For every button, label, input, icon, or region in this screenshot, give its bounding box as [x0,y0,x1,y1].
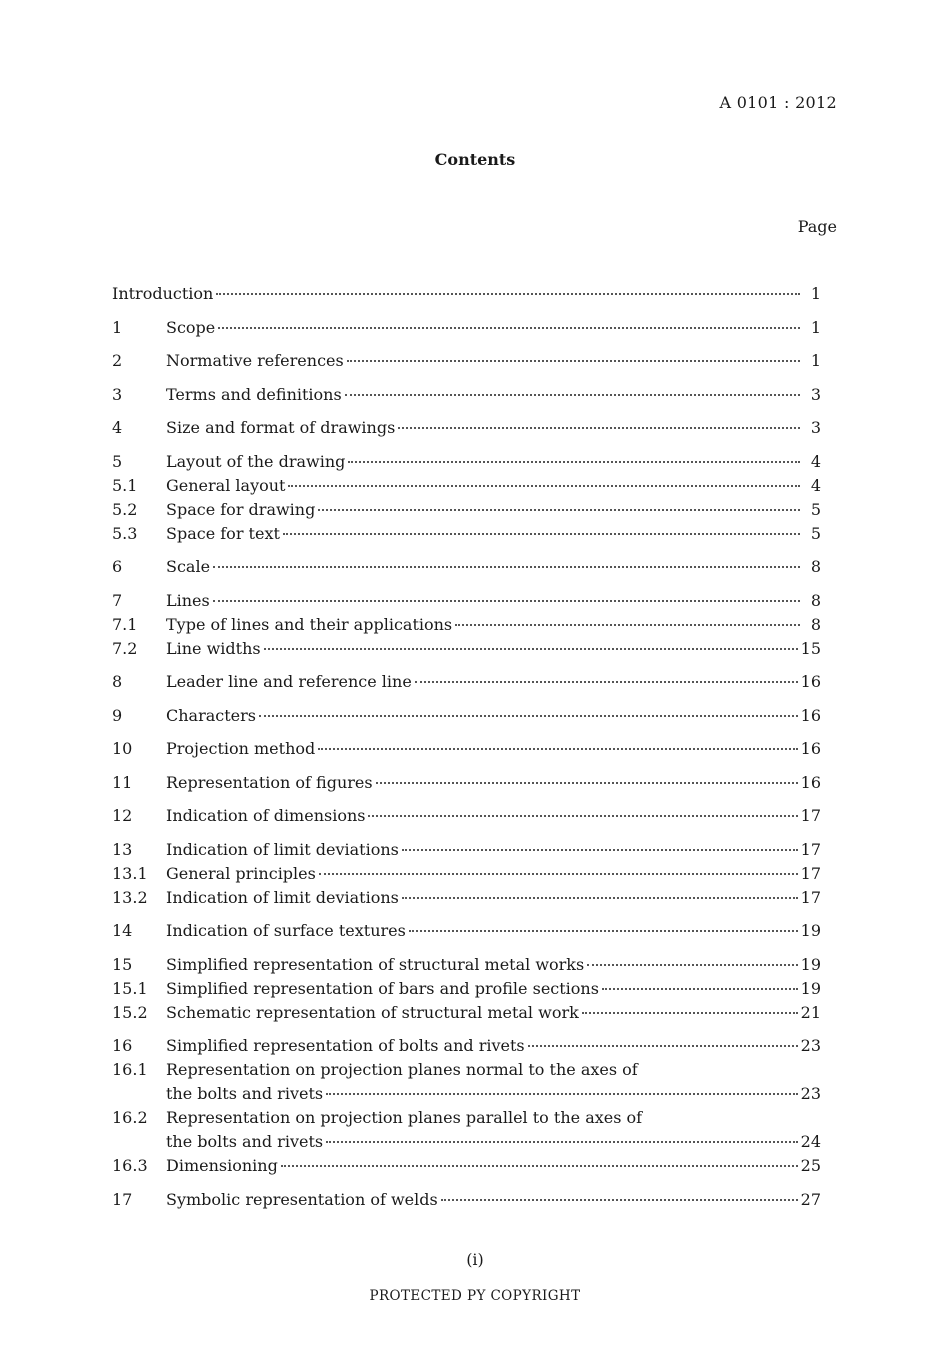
toc-entry-number: 4 [112,418,123,437]
toc-entry[interactable] [112,1059,821,1083]
toc-entry-page: 17 [800,887,821,907]
toc-dot-leader [318,748,797,750]
toc-entry-page: 19 [800,978,821,998]
toc-entry-number: 6 [112,557,123,576]
toc-entry-page: 17 [800,806,821,825]
toc-dot-leader [602,988,798,990]
toc-entry-page: 17 [800,863,821,883]
toc-entry-title: Size and format of drawings [166,418,396,437]
toc-entry-title: Simplified representation of bolts and rivets [166,1036,525,1055]
toc-entry-page: 8 [810,557,821,576]
toc-dot-leader [348,461,800,463]
toc-entry-title: Representation of figures [166,772,373,792]
toc-entry-title: Type of lines and their applications [166,614,453,634]
toc-entry-page: 8 [810,614,821,634]
toc-entry[interactable] [112,1035,821,1059]
toc-entry-title: Lines [166,590,210,610]
toc-entry-number: 7.1 [112,614,138,634]
document-code: A 0101 : 2012 [719,93,837,112]
toc-entry[interactable] [112,283,821,307]
toc-entry-title: Scope [166,317,216,337]
toc-entry[interactable] [112,1189,821,1213]
toc-dot-leader [281,1165,798,1167]
toc-entry-number: 10 [112,739,133,758]
toc-entry-title: Introduction [112,284,214,303]
toc-entry[interactable] [112,556,821,580]
toc-dot-leader [318,509,800,511]
toc-entry-title: Dimensioning [166,1156,278,1175]
toc-entry-title: Schematic representation of structural metal work [166,1002,579,1022]
toc-entry-number: 5.1 [112,475,138,495]
toc-entry-page: 16 [800,772,821,792]
toc-entry[interactable] [112,384,821,408]
toc-dot-leader [582,1012,798,1014]
toc-entry-title: Projection method [166,739,316,758]
toc-entry-page: 16 [800,705,821,725]
toc-dot-leader [402,849,798,851]
toc-dot-leader [376,782,798,784]
toc-dot-leader [398,427,800,429]
toc-entry[interactable] [112,705,821,729]
toc-dot-leader [259,715,798,717]
toc-entry[interactable] [112,772,821,796]
table-of-contents [112,283,821,1213]
toc-entry-title: Scale [166,557,211,576]
toc-dot-leader [326,1093,798,1095]
toc-entry-number: 5 [112,451,123,471]
toc-entry-title: Terms and definitions [166,384,342,404]
toc-entry[interactable] [112,978,821,1002]
toc-entry[interactable] [112,1002,821,1026]
toc-entry[interactable] [112,614,821,638]
toc-entry-title: Simplified representation of structural metal works [166,954,585,974]
toc-entry-number: 16.2 [112,1108,148,1127]
toc-entry-title: Characters [166,705,256,725]
toc-entry-number: 16.1 [112,1060,148,1079]
toc-entry-number: 14 [112,921,133,940]
toc-entry-title: Representation on projection planes normal to the axes of [166,1060,638,1079]
toc-entry-number: 13.2 [112,887,148,907]
toc-dot-leader [319,873,798,875]
toc-entry-page: 25 [800,1156,821,1175]
toc-entry-page: 19 [800,921,821,940]
toc-dot-leader [326,1141,798,1143]
toc-entry-number: 5.2 [112,499,138,519]
toc-dot-leader [213,566,800,568]
toc-entry-title: Normative references [166,351,344,370]
toc-dot-leader [288,485,800,487]
toc-dot-leader [409,930,798,932]
toc-entry-number: 15 [112,954,133,974]
toc-entry-number: 8 [112,672,123,691]
toc-entry-number: 7 [112,590,123,610]
toc-entry[interactable] [112,417,821,441]
toc-entry-number: 13 [112,839,133,859]
toc-entry-page: 4 [810,451,821,471]
toc-entry-page: 8 [810,590,821,610]
page-number: (i) [466,1250,484,1269]
toc-entry-page: 1 [810,317,821,337]
toc-dot-leader [264,648,798,650]
toc-dot-leader [218,327,800,329]
toc-entry-page: 16 [800,739,821,758]
copyright-footer: PROTECTED PY COPYRIGHT [369,1288,581,1304]
toc-entry-page: 19 [800,954,821,974]
toc-entry-page: 23 [800,1036,821,1055]
toc-entry-number: 5.3 [112,523,138,543]
toc-entry-title: Indication of limit deviations [166,839,399,859]
toc-entry-title: Space for drawing [166,499,316,519]
toc-entry-page: 3 [810,418,821,437]
toc-entry-title: the bolts and rivets [166,1132,324,1151]
toc-entry-page: 5 [810,499,821,519]
toc-entry-title: Line widths [166,638,261,658]
toc-entry-page: 4 [810,475,821,495]
toc-entry-number: 17 [112,1189,133,1209]
toc-entry-page: 24 [800,1132,821,1151]
toc-dot-leader [216,293,800,295]
toc-entry-number: 15.2 [112,1002,148,1022]
toc-entry[interactable] [112,1107,821,1131]
toc-entry-title: Indication of dimensions [166,806,366,825]
toc-entry-number: 7.2 [112,638,138,658]
toc-entry-page: 17 [800,839,821,859]
toc-entry[interactable] [112,738,821,762]
toc-entry-page: 23 [800,1084,821,1103]
toc-entry[interactable] [112,671,821,695]
toc-entry[interactable] [112,887,821,911]
toc-dot-leader [528,1045,798,1047]
toc-entry-page: 1 [810,284,821,303]
toc-entry-title: Symbolic representation of welds [166,1189,438,1209]
toc-entry-page: 5 [810,523,821,543]
toc-entry-title: Space for text [166,523,280,543]
toc-dot-leader [441,1199,798,1201]
toc-entry-page: 16 [800,672,821,691]
toc-entry[interactable] [112,350,821,374]
toc-entry-number: 9 [112,705,123,725]
toc-entry[interactable] [112,1155,821,1179]
toc-dot-leader [415,681,798,683]
toc-entry[interactable] [112,920,821,944]
toc-entry[interactable] [112,317,821,341]
toc-entry-number: 11 [112,772,133,792]
toc-entry-number: 3 [112,384,123,404]
toc-entry-page: 1 [810,351,821,370]
toc-dot-leader [455,624,800,626]
contents-heading: Contents [434,150,516,169]
toc-entry-number: 1 [112,317,123,337]
toc-entry-number: 16.3 [112,1156,148,1175]
toc-entry[interactable] [112,805,821,829]
toc-entry-title: Simplified representation of bars and profile sections [166,978,599,998]
toc-entry[interactable] [112,475,821,499]
toc-entry[interactable] [112,863,821,887]
toc-entry-number: 12 [112,806,133,825]
toc-entry[interactable] [112,954,821,978]
toc-entry-title: Representation on projection planes parallel to the axes of [166,1108,643,1127]
page-column-label: Page [797,217,837,236]
toc-entry[interactable] [112,839,821,863]
toc-entry-title: General principles [166,863,316,883]
toc-dot-leader [587,964,797,966]
toc-entry[interactable] [112,1083,821,1107]
toc-dot-leader [368,815,797,817]
toc-entry-number: 15.1 [112,978,148,998]
toc-entry-title: Layout of the drawing [166,451,346,471]
toc-dot-leader [347,360,800,362]
toc-entry-number: 2 [112,351,123,370]
toc-entry[interactable] [112,638,821,662]
toc-entry-page: 21 [800,1002,821,1022]
toc-entry-page: 3 [810,384,821,404]
toc-entry-number: 16 [112,1036,133,1055]
toc-entry[interactable] [112,523,821,547]
toc-entry-title: Indication of limit deviations [166,887,399,907]
toc-entry-title: Indication of surface textures [166,921,406,940]
toc-entry[interactable] [112,1131,821,1155]
toc-dot-leader [345,394,800,396]
toc-dot-leader [402,897,798,899]
toc-entry[interactable] [112,499,821,523]
toc-entry-title: the bolts and rivets [166,1084,324,1103]
toc-dot-leader [213,600,800,602]
toc-entry[interactable] [112,590,821,614]
toc-entry-page: 15 [800,638,821,658]
toc-entry-title: General layout [166,475,286,495]
toc-dot-leader [283,533,800,535]
toc-entry-page: 27 [800,1189,821,1209]
toc-entry[interactable] [112,451,821,475]
toc-entry-title: Leader line and reference line [166,672,412,691]
toc-entry-number: 13.1 [112,863,148,883]
